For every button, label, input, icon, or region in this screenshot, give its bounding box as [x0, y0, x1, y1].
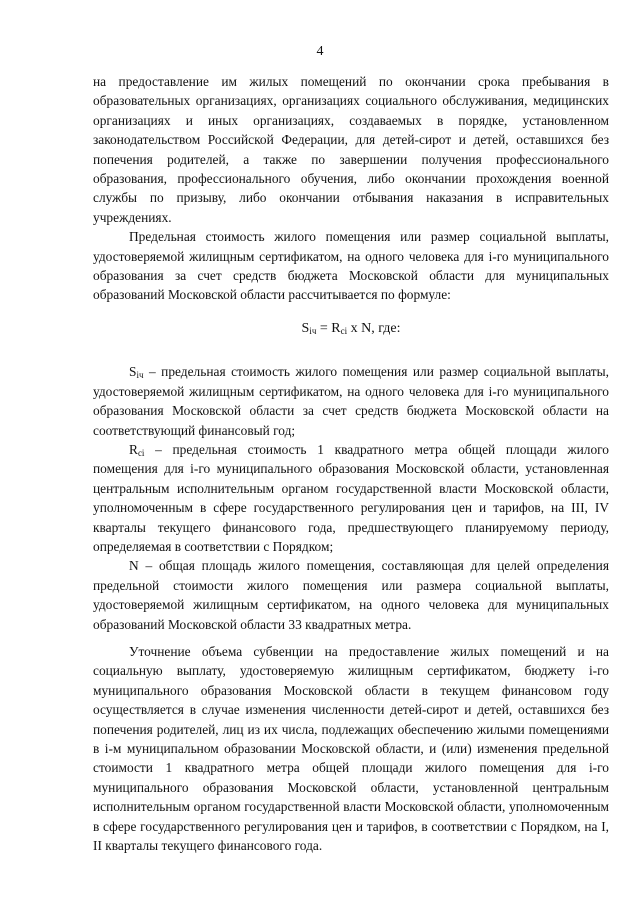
formula-rest: x N, где:	[347, 320, 401, 336]
definition-s-symbol: S	[129, 364, 137, 380]
definition-r-symbol: R	[129, 441, 138, 457]
definition-n: N – общая площадь жилого помещения, составляющая для целей определения предельной стоимости жилого помещения или размера социальной выплаты, удостоверяемой жилищным сертификатом, на одного человека для муниципальных образований Московской области 33 квадратных метра.	[93, 558, 609, 632]
definition-s-subscript: iч	[136, 370, 144, 381]
definition-s	[93, 362, 609, 440]
formula-r-subscript: ci	[340, 325, 348, 336]
formula-equals-r: = R	[316, 320, 341, 336]
definition-r	[93, 440, 609, 556]
formula-s: S	[301, 320, 310, 336]
paragraph-subvention-update: Уточнение объема субвенции на предоставление жилых помещений и на социальную выплату, удостоверяемую жилищным сертификатом, бюджету i-го муниципального образования Московской области в текущем финансовом году осуществляется в случае изменения численности детей-сирот и детей, оставшихся без попечения родителей, лиц из их числа, подлежащих обеспечению жилыми помещениями в i-м муниципальном образовании Московской области, и (или) изменения предельной стоимости 1 квадратного метра общей площади жилого помещения для i-го муниципального образования Московской области, установленной центральным исполнительным органом государственной власти Московской области, уполномоченным в сфере государственного регулирования цен и тарифов, в соответствии с Порядком, на I, II кварталы текущего финансового года.	[93, 643, 609, 854]
paragraph-formula-intro: Предельная стоимость жилого помещения или размер социальной выплаты, удостоверяемой жилищным сертификатом, на одного человека для i-го муниципального образования за счет средств бюджета Московской области для муниципальных образований Московской области рассчитывается по формуле:	[93, 229, 609, 303]
definition-r-text: – предельная стоимость 1 квадратного метра общей площади жилого помещения для i-го муниципального образования Московской области, установленная центральным исполнительным органом государственной власти Московской области, уполномоченным в сфере государственного регулирования цен и тарифов, на III, IV кварталы текущего финансового года, предшествующего планируемому периоду, определяемая в соответствии с Порядком;	[93, 441, 609, 554]
paragraph-continuation: на предоставление им жилых помещений по окончании срока пребывания в образовательных организациях, организациях социального обслуживания, медицинских организациях и иных организациях, создаваемых в порядке, установленном законодательством Российской Федерации, для детей-сирот и детей, оставшихся без попечения родителей, а также по завершении получения профессионального образования, профессионального обучения, либо окончании прохождения военной службы по призыву, либо окончании отбывания наказания в исправительных учреждениях.	[93, 74, 609, 225]
page-number: 4	[316, 44, 324, 59]
formula	[93, 319, 609, 338]
document-body	[93, 72, 609, 855]
formula-s-subscript: iч	[309, 325, 317, 336]
definition-r-subscript: ci	[137, 447, 145, 458]
definition-s-text: – предельная стоимость жилого помещения или размер социальной выплаты, удостоверяемой жилищным сертификатом, на одного человека для i-го муниципального образования Московской области за счет средств бюджета Московской области на соответствующий финансовый год;	[93, 364, 609, 438]
